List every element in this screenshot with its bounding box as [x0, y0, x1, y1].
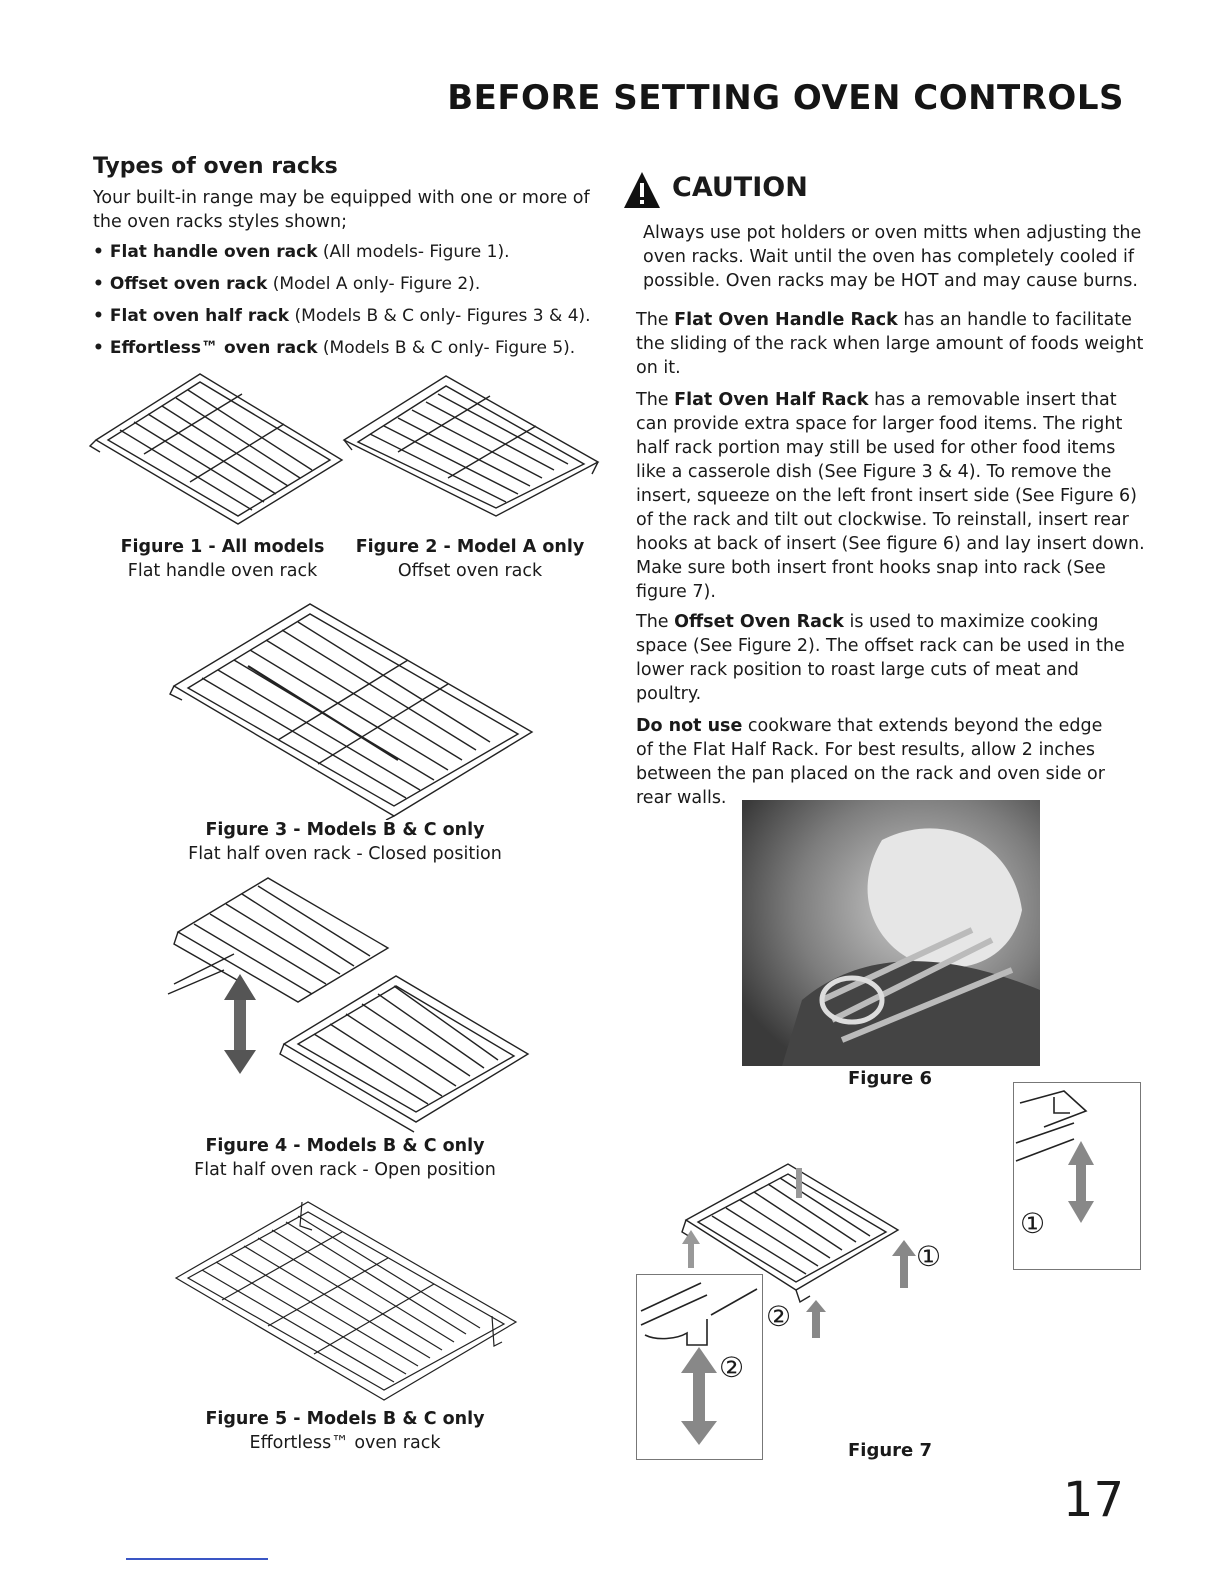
intro-text: Your built-in range may be equipped with one or more of the oven racks styles shown;	[93, 188, 590, 232]
paragraph-handle-rack: The Flat Oven Handle Rack has an handle to facilitate the sliding of the rack when large amount of foods weight on it.	[636, 310, 1144, 378]
list-item: • Flat oven half rack (Models B & C only- Figures 3 & 4).	[93, 306, 591, 326]
figure-4-text: Flat half oven rack - Open position	[194, 1160, 496, 1180]
rack-type-list	[93, 236, 613, 364]
half-rack-open-illustration	[164, 874, 534, 1134]
up-down-arrow-icon	[224, 974, 256, 1074]
half-rack-closed-illustration	[168, 600, 538, 820]
list-item: • Offset oven rack (Model A only- Figure 2).	[93, 274, 481, 294]
figure-7-detail-left	[636, 1274, 763, 1460]
figure-3-title: Figure 3 - Models B & C only	[205, 820, 485, 840]
figure-3-caption	[160, 818, 530, 866]
effortless-rack-illustration	[172, 1196, 522, 1406]
warning-triangle-icon	[622, 170, 662, 210]
figure-1-title: Figure 1 - All models	[120, 537, 325, 557]
up-arrow-small-icon	[806, 1300, 826, 1340]
page-number: 17	[1062, 1472, 1124, 1528]
list-item: • Effortless™ oven rack (Models B & C only- Figure 5).	[93, 338, 576, 358]
figure-7-detail-right	[1013, 1082, 1141, 1270]
figure-1-text: Flat handle oven rack	[127, 561, 318, 581]
figure-5-caption	[160, 1407, 530, 1455]
list-item: • Flat handle oven rack (All models- Figure 1).	[93, 242, 510, 262]
figure-4-caption	[160, 1134, 530, 1182]
caution-text: Always use pot holders or oven mitts when adjusting the oven racks. Wait until the oven has completely cooled if possible. Oven racks may be HOT and may cause burns.	[643, 223, 1142, 291]
figure-3-text: Flat half oven rack - Closed position	[188, 844, 502, 864]
figure-2-caption	[345, 535, 595, 583]
figure-1-caption	[100, 535, 345, 583]
figure-5-text: Effortless™ oven rack	[249, 1433, 441, 1453]
paragraph-half-rack: The Flat Oven Half Rack has a removable insert that can provide extra space for larger food items. The right half rack portion may still be used for other food items like a casserole dish (See Figure 3 & 4). To remove the insert, squeeze on the left front insert side (See Figure 6) of the rack and tilt out clockwise. To reinstall, insert rear hooks at back of insert (See figure 6) and lay insert down. Make sure both insert front hooks snap into rack (See figure 7).	[636, 390, 1145, 602]
footer-rule	[126, 1558, 268, 1560]
caution-title: CAUTION	[672, 172, 808, 203]
caution-heading	[622, 170, 808, 214]
figure-6-photo	[742, 800, 1040, 1066]
callout-1: ①	[1020, 1207, 1046, 1240]
callout-2: ②	[719, 1351, 745, 1384]
section-heading: Types of oven racks	[93, 154, 338, 179]
callout-2-rack: ②	[766, 1300, 792, 1333]
figure-5-title: Figure 5 - Models B & C only	[205, 1409, 485, 1429]
figure-2-title: Figure 2 - Model A only	[355, 537, 585, 557]
page-title: BEFORE SETTING OVEN CONTROLS	[447, 78, 1124, 118]
flat-handle-rack-illustration	[88, 368, 350, 528]
figure-2-text: Offset oven rack	[397, 561, 543, 581]
figure-7-label: Figure 7	[848, 1440, 933, 1461]
paragraph-warning: Do not use cookware that extends beyond the edge of the Flat Half Rack. For best results, allow 2 inches between the pan placed on the rack and oven side or rear walls.	[636, 716, 1105, 808]
figure-6-label: Figure 6	[848, 1068, 933, 1089]
figure-4-title: Figure 4 - Models B & C only	[205, 1136, 485, 1156]
callout-1-rack: ①	[916, 1240, 942, 1273]
offset-rack-illustration	[340, 370, 602, 520]
paragraph-offset-rack: The Offset Oven Rack is used to maximize cooking space (See Figure 2). The offset rack can be used in the lower rack position to roast large cuts of meat and poultry.	[636, 612, 1125, 704]
